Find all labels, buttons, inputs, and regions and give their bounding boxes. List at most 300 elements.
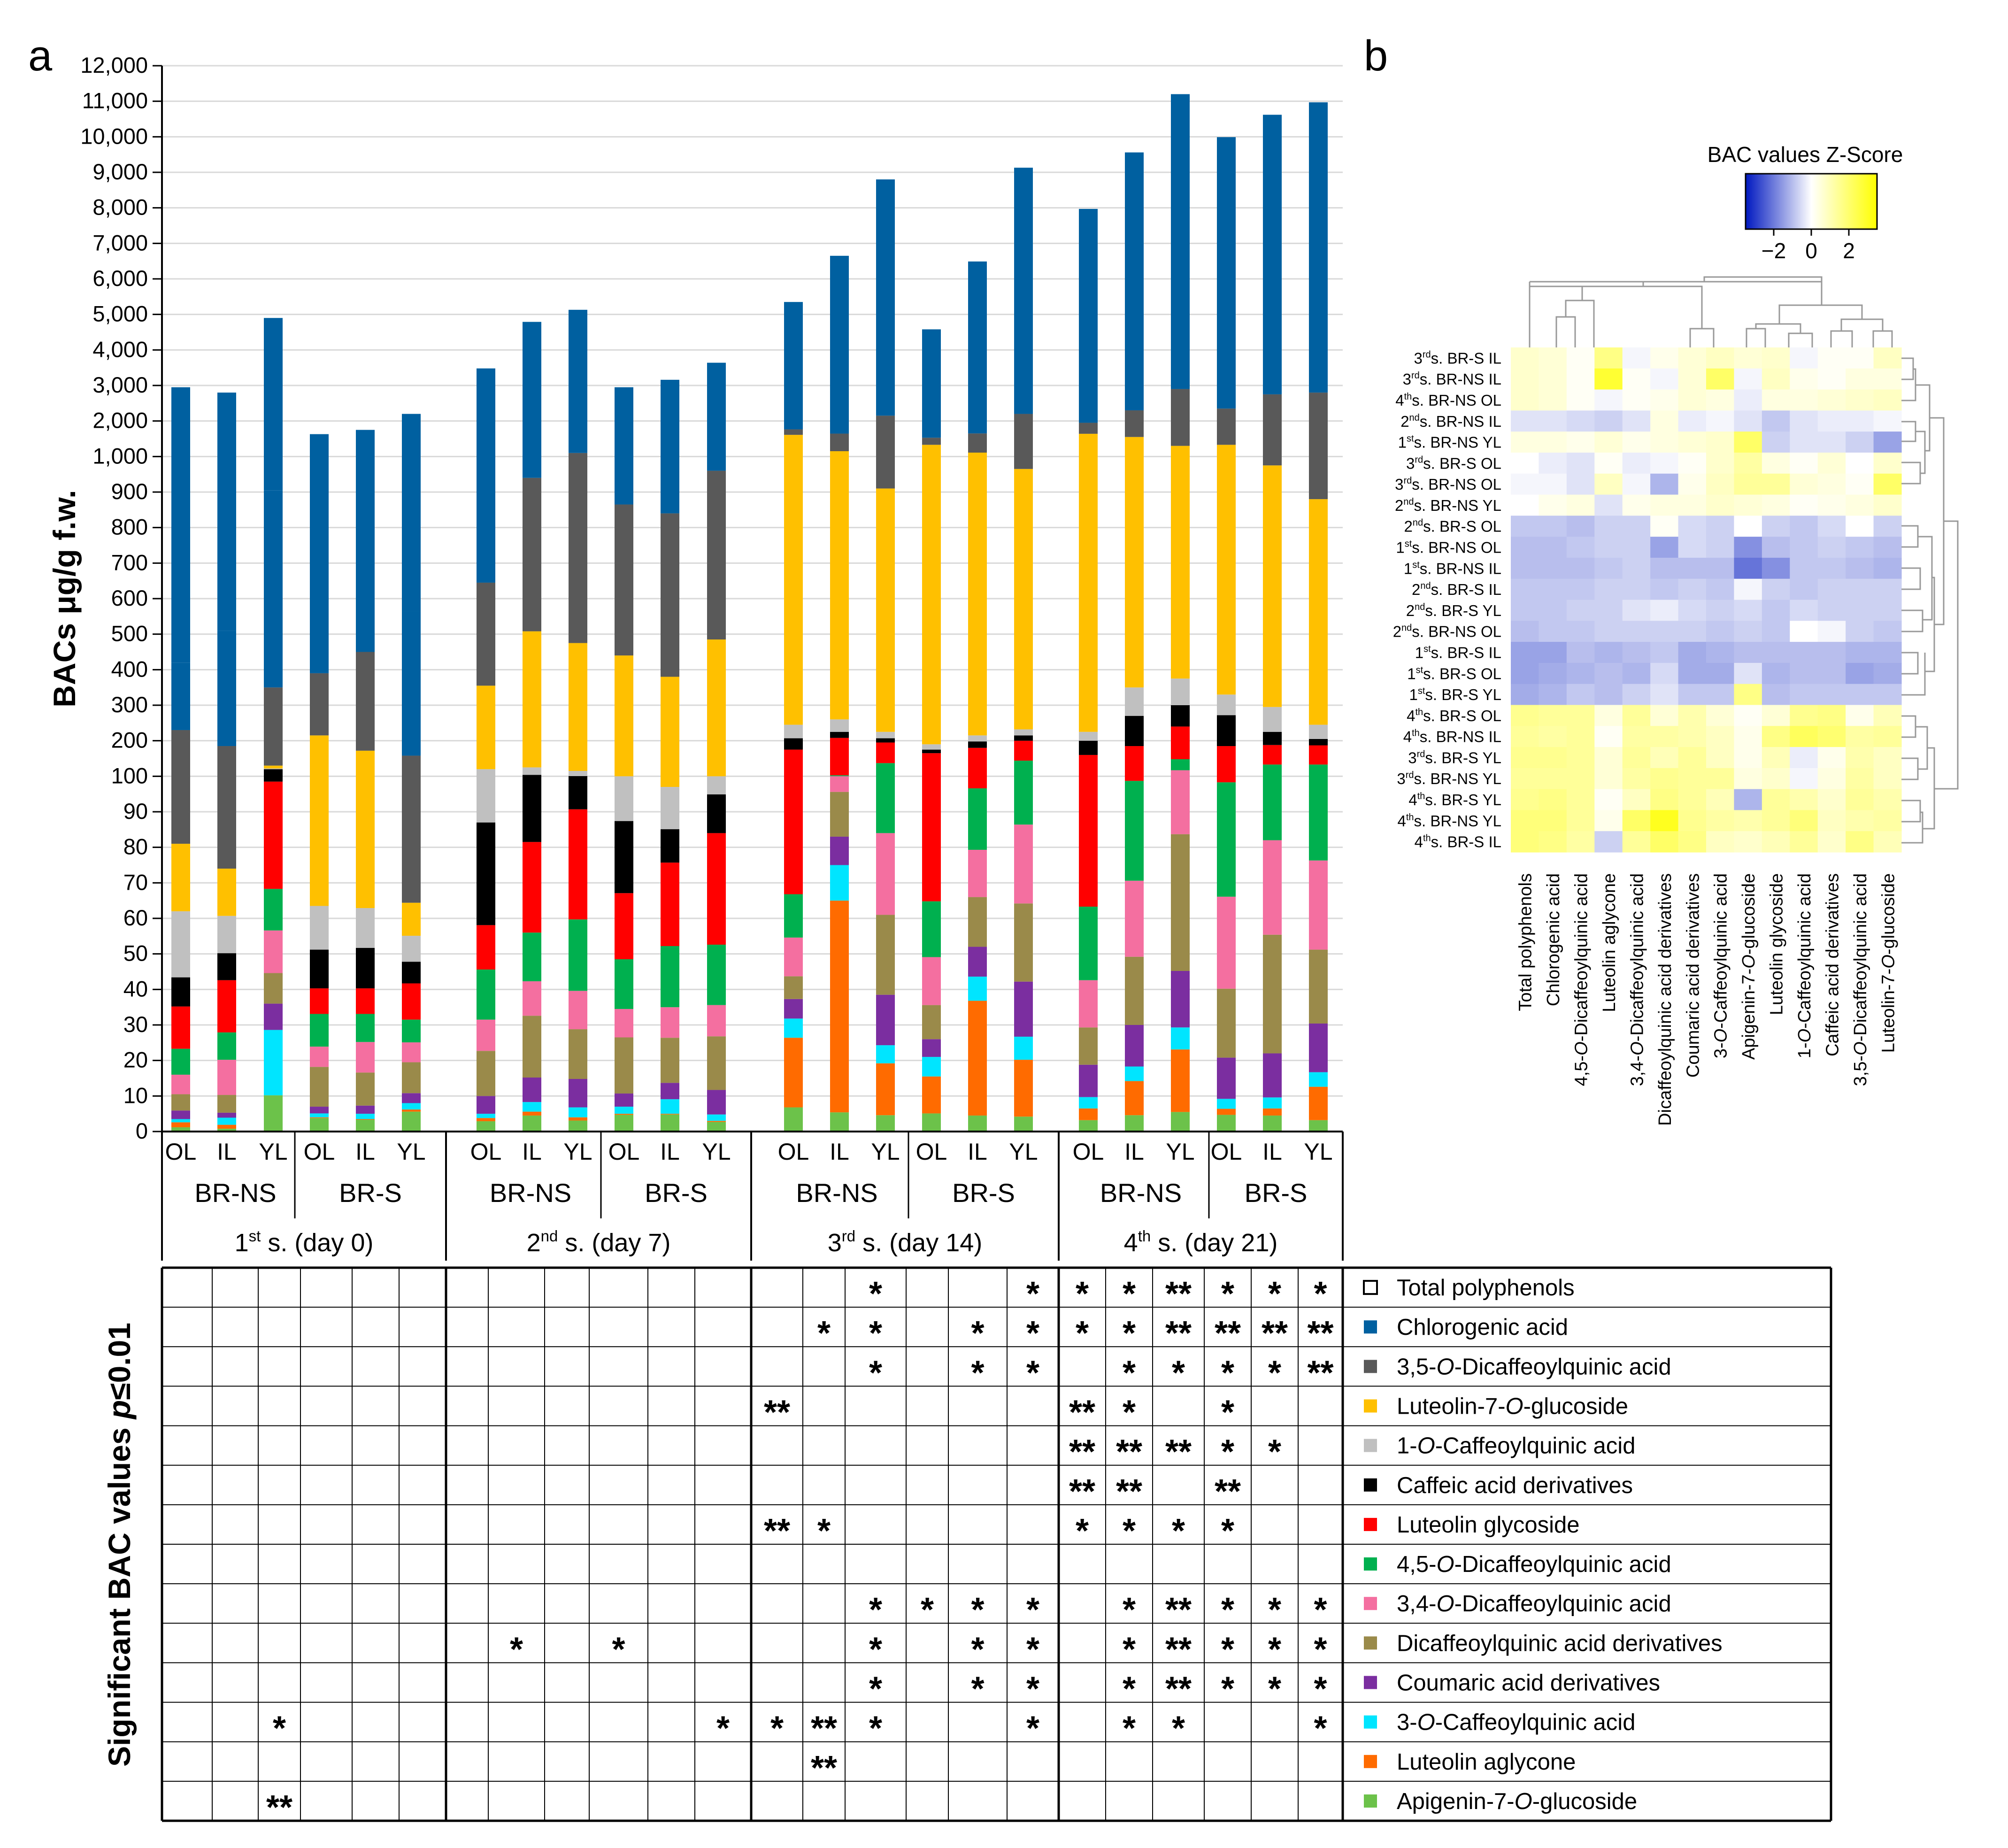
heatmap-cell xyxy=(1539,768,1567,789)
bar-segment xyxy=(569,643,587,771)
heatmap-row-label: 4ths. BR-S YL xyxy=(1408,791,1501,809)
bar-segment xyxy=(402,1103,421,1109)
heatmap-cell xyxy=(1539,726,1567,747)
significance-mark: ** xyxy=(266,1788,293,1826)
bar-segment xyxy=(402,1020,421,1042)
bar-segment xyxy=(171,978,190,1007)
bar-segment xyxy=(784,750,803,894)
heatmap-cell xyxy=(1790,431,1818,453)
bar-segment xyxy=(661,1099,679,1114)
heatmap-cell xyxy=(1539,474,1567,495)
heatmap-cell xyxy=(1623,663,1651,684)
significance-mark: * xyxy=(1122,1354,1136,1392)
significance-mark: * xyxy=(1268,1354,1282,1392)
heatmap-legend-tick-label: −2 xyxy=(1761,239,1786,263)
bar-segment xyxy=(310,1117,329,1118)
bar-segment xyxy=(310,1047,329,1067)
heatmap-cell xyxy=(1818,537,1846,558)
bar-segment xyxy=(1217,1109,1236,1115)
heatmap-cell xyxy=(1762,642,1790,663)
heatmap-cell xyxy=(1678,621,1707,642)
heatmap-cell xyxy=(1706,768,1734,789)
bar-segment xyxy=(356,652,375,751)
heatmap-cell xyxy=(1678,810,1707,831)
y-tick-label: 1,000 xyxy=(92,443,148,469)
legend-swatch xyxy=(1364,1716,1377,1729)
heatmap-cell xyxy=(1734,768,1762,789)
significance-mark: * xyxy=(1122,1709,1136,1748)
heatmap-cell xyxy=(1650,369,1678,390)
bar-segment xyxy=(968,947,987,977)
bar-segment xyxy=(477,369,495,583)
heatmap-cell xyxy=(1790,516,1818,537)
bar-segment xyxy=(922,1039,941,1057)
bar-segment xyxy=(922,750,941,754)
significance-mark: ** xyxy=(1116,1472,1143,1510)
heatmap-cell xyxy=(1874,410,1902,431)
significance-mark: * xyxy=(920,1591,934,1629)
heatmap-cell xyxy=(1567,369,1595,390)
heatmap-cell xyxy=(1678,516,1707,537)
heatmap-cell xyxy=(1846,705,1874,726)
stacked-bar-2 xyxy=(217,393,236,1132)
significance-mark: * xyxy=(1221,1433,1235,1471)
significance-mark: ** xyxy=(763,1394,791,1432)
heatmap-cell xyxy=(1734,684,1762,705)
stacked-bar-20 xyxy=(1125,153,1144,1132)
heatmap-cell xyxy=(1594,558,1623,579)
heatmap-cell xyxy=(1650,453,1678,474)
heatmap-cell xyxy=(1539,579,1567,600)
bar-segment xyxy=(1125,781,1144,881)
significance-mark: * xyxy=(1268,1631,1282,1669)
bar-segment xyxy=(402,1062,421,1093)
bar-segment xyxy=(356,988,375,1014)
y-tick-label: 20 xyxy=(123,1047,148,1072)
heatmap-cell xyxy=(1678,390,1707,411)
heatmap-cell xyxy=(1818,369,1846,390)
heatmap-row-label: 2nds. BR-NS IL xyxy=(1400,412,1501,430)
heatmap-cell xyxy=(1706,558,1734,579)
bar-category-label: IL xyxy=(522,1139,542,1165)
y-tick-label: 40 xyxy=(123,976,148,1001)
heatmap-cell xyxy=(1594,474,1623,495)
heatmap-cell xyxy=(1511,579,1539,600)
bar-segment xyxy=(661,1114,679,1115)
bar-segment xyxy=(1014,741,1033,761)
bar-segment xyxy=(615,821,633,893)
bar-segment xyxy=(1014,1060,1033,1116)
heatmap-cell xyxy=(1706,390,1734,411)
bar-segment xyxy=(1309,1120,1328,1132)
y-tick-label: 3,000 xyxy=(92,372,148,397)
heatmap-cell xyxy=(1594,663,1623,684)
heatmap-cell xyxy=(1567,621,1595,642)
heatmap-cell xyxy=(1650,516,1678,537)
bar-segment xyxy=(264,1004,283,1030)
bar-segment xyxy=(569,1029,587,1079)
significance-mark: ** xyxy=(1307,1354,1334,1392)
bar-segment xyxy=(1125,687,1144,716)
significance-mark: * xyxy=(1075,1275,1089,1313)
heatmap-cell xyxy=(1650,747,1678,768)
heatmap-cell xyxy=(1511,410,1539,431)
bar-segment xyxy=(477,685,495,769)
bar-category-label: IL xyxy=(660,1139,680,1165)
bar-segment xyxy=(784,302,803,429)
bar-segment xyxy=(264,490,283,687)
bar-segment xyxy=(1079,980,1098,1028)
heatmap-cell xyxy=(1678,579,1707,600)
heatmap-cell xyxy=(1623,369,1651,390)
significance-mark: ** xyxy=(1165,1315,1192,1353)
heatmap-cell xyxy=(1511,768,1539,789)
heatmap-cell xyxy=(1594,453,1623,474)
bar-segment xyxy=(1217,408,1236,445)
bar-segment xyxy=(264,687,283,765)
heatmap-cell xyxy=(1594,768,1623,789)
bar-segment xyxy=(264,1095,283,1132)
bar-segment xyxy=(217,953,236,980)
bar-category-label: YL xyxy=(1166,1139,1195,1165)
significance-mark: * xyxy=(1314,1591,1327,1629)
row-dendrogram xyxy=(1901,568,1920,589)
heatmap-cell xyxy=(1874,705,1902,726)
stacked-bar-21 xyxy=(1171,94,1190,1132)
heatmap-cell xyxy=(1623,747,1651,768)
heatmap-cell xyxy=(1874,831,1902,852)
bar-segment xyxy=(1309,393,1328,499)
bar-segment xyxy=(310,673,329,735)
significance-mark: * xyxy=(509,1631,523,1669)
heatmap-cell xyxy=(1594,369,1623,390)
significance-mark: ** xyxy=(1116,1433,1143,1471)
significance-table xyxy=(102,1268,1831,1826)
bar-segment xyxy=(1309,861,1328,950)
significance-mark: * xyxy=(1268,1433,1282,1471)
heatmap-cell xyxy=(1539,705,1567,726)
heatmap-cell xyxy=(1762,537,1790,558)
bar-segment xyxy=(217,1095,236,1113)
bar-segment xyxy=(356,1114,375,1119)
legend-label: 1-O-Caffeoylquinic acid xyxy=(1397,1433,1636,1459)
column-dendrogram xyxy=(1841,319,1883,331)
bar-segment xyxy=(1217,1115,1236,1132)
heatmap-cell xyxy=(1762,600,1790,621)
bar-segment xyxy=(661,1038,679,1083)
heatmap-cell xyxy=(1511,431,1539,453)
heatmap-cell xyxy=(1762,768,1790,789)
subgroup-label: BR-S xyxy=(1244,1178,1308,1208)
bar-segment xyxy=(1125,410,1144,437)
bar-segment xyxy=(1309,725,1328,739)
heatmap-cell xyxy=(1874,495,1902,516)
bar-segment xyxy=(1263,115,1282,394)
bar-segment xyxy=(707,833,726,945)
heatmap-cell xyxy=(1790,453,1818,474)
significance-mark: * xyxy=(1221,1512,1235,1550)
bar-segment xyxy=(784,976,803,999)
heatmap-cell xyxy=(1511,621,1539,642)
column-dendrogram xyxy=(1746,329,1765,347)
heatmap-row-label: 3rds. BR-S IL xyxy=(1414,349,1501,367)
column-dendrogram xyxy=(1582,286,1702,329)
bar-segment xyxy=(1217,715,1236,746)
heatmap-cell xyxy=(1846,621,1874,642)
heatmap-cell xyxy=(1623,558,1651,579)
subgroup-label: BR-NS xyxy=(796,1178,878,1208)
significance-mark: * xyxy=(971,1315,985,1353)
heatmap-row-label: 4ths. BR-NS YL xyxy=(1397,812,1501,830)
sampling-group-label: 1st s. (day 0) xyxy=(234,1227,374,1257)
bar-segment xyxy=(264,1030,283,1095)
heatmap-cell xyxy=(1874,453,1902,474)
bar-segment xyxy=(402,1093,421,1103)
y-tick-label: 800 xyxy=(111,514,148,539)
heatmap-cell xyxy=(1818,747,1846,768)
bar-segment xyxy=(1171,1027,1190,1049)
bar-segment xyxy=(661,829,679,862)
table-y-axis-title: Significant BAC values p≤0.01 xyxy=(102,1323,137,1767)
heatmap-cell xyxy=(1790,747,1818,768)
heatmap-cell xyxy=(1706,663,1734,684)
bar-category-label: YL xyxy=(702,1139,731,1165)
bar-segment xyxy=(477,583,495,685)
heatmap-cell xyxy=(1567,453,1595,474)
bar-segment xyxy=(1217,989,1236,1058)
significance-mark: * xyxy=(1026,1315,1040,1353)
x-category-axis xyxy=(162,1132,1343,1261)
bar-segment xyxy=(523,1116,541,1132)
bar-segment xyxy=(1079,907,1098,980)
heatmap-cell xyxy=(1762,810,1790,831)
bar-segment xyxy=(784,938,803,976)
bar-segment xyxy=(569,991,587,1029)
bar-segment xyxy=(1263,1097,1282,1108)
bar-category-label: OL xyxy=(916,1139,947,1165)
bar-segment xyxy=(264,766,283,769)
stacked-bar-8 xyxy=(523,322,541,1132)
significance-mark: ** xyxy=(1069,1433,1096,1471)
bar-segment xyxy=(968,433,987,453)
bar-segment xyxy=(523,1102,541,1111)
heatmap-cell xyxy=(1511,726,1539,747)
bar-category-label: IL xyxy=(1124,1139,1144,1165)
heatmap-cell xyxy=(1790,663,1818,684)
heatmap-cell xyxy=(1567,537,1595,558)
bar-segment xyxy=(615,655,633,776)
significance-mark: * xyxy=(1221,1591,1235,1629)
heatmap-cell xyxy=(1706,537,1734,558)
heatmap-legend-bar xyxy=(1746,174,1877,229)
heatmap-cell xyxy=(1846,537,1874,558)
heatmap-cell xyxy=(1874,516,1902,537)
heatmap-cell xyxy=(1678,831,1707,852)
row-dendrogram xyxy=(1923,748,1934,829)
bar-chart xyxy=(171,94,1328,1132)
legend-swatch xyxy=(1364,1636,1377,1649)
bar-segment xyxy=(310,1107,329,1113)
bar-segment xyxy=(217,869,236,916)
bar-segment xyxy=(922,329,941,438)
heatmap-cell xyxy=(1539,390,1567,411)
y-tick-label: 12,000 xyxy=(80,53,148,77)
bar-segment xyxy=(356,948,375,988)
heatmap-cell xyxy=(1734,516,1762,537)
heatmap-cell xyxy=(1539,410,1567,431)
heatmap-cell xyxy=(1678,495,1707,516)
heatmap-row-label: 1sts. BR-S YL xyxy=(1409,686,1501,704)
heatmap-cell xyxy=(1846,663,1874,684)
bar-segment xyxy=(1014,168,1033,414)
significance-mark: ** xyxy=(1165,1670,1192,1708)
significance-mark: ** xyxy=(810,1749,838,1787)
heatmap-cell xyxy=(1706,410,1734,431)
bar-segment xyxy=(1309,739,1328,746)
heatmap-cell xyxy=(1594,726,1623,747)
bar-segment xyxy=(217,1117,236,1124)
heatmap-cell xyxy=(1790,495,1818,516)
heatmap-cell xyxy=(1734,789,1762,810)
heatmap-cell xyxy=(1874,579,1902,600)
bar-segment xyxy=(523,631,541,768)
heatmap-cell xyxy=(1874,621,1902,642)
bar-segment xyxy=(1014,1037,1033,1060)
heatmap-cell xyxy=(1511,810,1539,831)
bar-segment xyxy=(830,732,849,738)
bar-segment xyxy=(1263,394,1282,465)
heatmap-cell xyxy=(1706,431,1734,453)
bar-segment xyxy=(1079,1120,1098,1132)
row-dendrogram xyxy=(1925,578,1934,671)
heatmap-cell xyxy=(1790,726,1818,747)
bar-segment xyxy=(1125,1067,1144,1081)
heatmap-column-label: Dicaffeoylquinic acid derivatives xyxy=(1655,873,1675,1126)
bar-segment xyxy=(523,981,541,1016)
bar-segment xyxy=(310,1014,329,1047)
y-tick-label: 90 xyxy=(123,799,148,824)
legend-label: 3-O-Caffeoylquinic acid xyxy=(1397,1709,1636,1735)
heatmap-cell xyxy=(1567,495,1595,516)
heatmap-cell xyxy=(1846,789,1874,810)
heatmap-cell xyxy=(1846,516,1874,537)
bar-segment xyxy=(1171,770,1190,834)
y-tick-label: 600 xyxy=(111,585,148,610)
bar-segment xyxy=(1217,1099,1236,1109)
significance-mark: * xyxy=(869,1591,883,1629)
heatmap-cell xyxy=(1734,390,1762,411)
heatmap-row-label: 3rds. BR-NS OL xyxy=(1395,476,1501,493)
heatmap-cell xyxy=(1706,642,1734,663)
heatmap-cell xyxy=(1734,410,1762,431)
heatmap-cell xyxy=(1818,684,1846,705)
bar-segment xyxy=(1079,1097,1098,1109)
heatmap-cell xyxy=(1539,369,1567,390)
bar-segment xyxy=(264,889,283,931)
significance-mark: * xyxy=(1314,1670,1327,1708)
heatmap-cell xyxy=(1734,369,1762,390)
heatmap-cell xyxy=(1762,684,1790,705)
bar-segment xyxy=(968,735,987,741)
bar-segment xyxy=(876,488,895,732)
bar-category-label: OL xyxy=(608,1139,640,1165)
heatmap-cell xyxy=(1623,410,1651,431)
heatmap-cell xyxy=(1650,831,1678,852)
bar-segment xyxy=(1217,897,1236,989)
panel-a-label: a xyxy=(28,32,53,80)
legend-swatch xyxy=(1364,1557,1377,1571)
bar-segment xyxy=(922,1005,941,1040)
bar-segment xyxy=(402,414,421,611)
bar-segment xyxy=(523,775,541,842)
significance-mark: * xyxy=(1268,1275,1282,1313)
heatmap-cell xyxy=(1734,600,1762,621)
bar-segment xyxy=(1125,746,1144,781)
heatmap-cell xyxy=(1567,747,1595,768)
heatmap-cell xyxy=(1623,768,1651,789)
significance-mark: ** xyxy=(1069,1472,1096,1510)
legend-label: Chlorogenic acid xyxy=(1397,1315,1568,1340)
heatmap xyxy=(1393,142,1958,1126)
heatmap-cell xyxy=(1511,642,1539,663)
bar-category-label: OL xyxy=(1210,1139,1242,1165)
bar-segment xyxy=(1217,746,1236,782)
heatmap-cell xyxy=(1678,705,1707,726)
bar-segment xyxy=(784,1018,803,1038)
significance-mark: * xyxy=(817,1512,831,1550)
heatmap-cell xyxy=(1678,410,1707,431)
heatmap-cell xyxy=(1567,390,1595,411)
bar-segment xyxy=(784,725,803,739)
heatmap-cell xyxy=(1567,474,1595,495)
bar-segment xyxy=(217,393,236,631)
bar-segment xyxy=(1309,746,1328,765)
column-dendrogram xyxy=(1873,331,1892,347)
bar-segment xyxy=(1014,761,1033,824)
heatmap-cell xyxy=(1762,369,1790,390)
bar-segment xyxy=(569,919,587,991)
heatmap-cell xyxy=(1623,516,1651,537)
heatmap-cell xyxy=(1790,390,1818,411)
bar-segment xyxy=(310,1118,329,1132)
heatmap-cell xyxy=(1734,579,1762,600)
bar-segment xyxy=(402,611,421,755)
bar-segment xyxy=(922,1113,941,1132)
heatmap-cell xyxy=(1539,431,1567,453)
significance-mark: * xyxy=(1268,1670,1282,1708)
bar-category-label: YL xyxy=(1304,1139,1333,1165)
heatmap-cell xyxy=(1539,684,1567,705)
bar-segment xyxy=(477,1020,495,1051)
heatmap-cell xyxy=(1678,768,1707,789)
bar-segment xyxy=(402,1042,421,1062)
heatmap-cell xyxy=(1594,684,1623,705)
legend-label: Coumaric acid derivatives xyxy=(1397,1670,1660,1696)
significance-mark: * xyxy=(971,1670,985,1708)
y-tick-label: 5,000 xyxy=(92,301,148,326)
bar-segment xyxy=(707,1036,726,1090)
bar-segment xyxy=(784,999,803,1019)
heatmap-cell xyxy=(1650,410,1678,431)
heatmap-cell xyxy=(1874,369,1902,390)
heatmap-cell xyxy=(1623,474,1651,495)
legend-label: Caffeic acid derivatives xyxy=(1397,1472,1633,1498)
bar-segment xyxy=(707,1090,726,1114)
legend-swatch xyxy=(1364,1597,1377,1610)
bar-category-label: IL xyxy=(1262,1139,1282,1165)
heatmap-cell xyxy=(1678,747,1707,768)
heatmap-cell xyxy=(1818,831,1846,852)
